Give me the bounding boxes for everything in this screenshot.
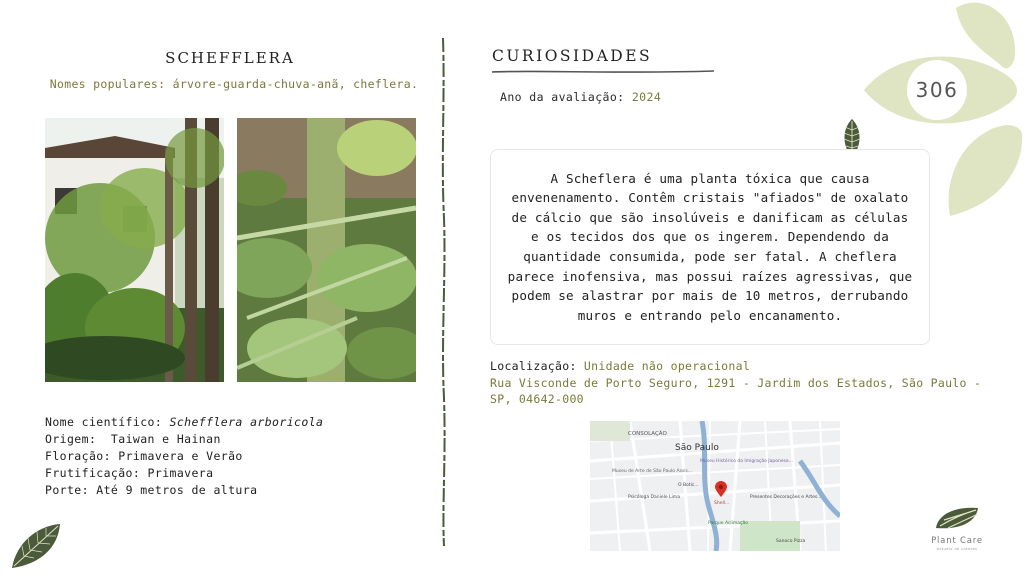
curiosity-card: [490, 149, 930, 345]
location-info: [490, 358, 990, 408]
heading-underline: [492, 68, 714, 76]
location-label: Localização:: [490, 359, 577, 373]
size-value: Até 9 metros de altura: [96, 483, 258, 497]
plant-photo-closeup: [237, 118, 416, 382]
brand-logo: [924, 504, 990, 551]
plant-name: SCHEFFLERA: [165, 49, 295, 67]
scientific-name-label: Nome científico:: [45, 415, 163, 429]
origin-label: Origem:: [45, 432, 97, 446]
map-label-poi-8: Sanoco Pizza: [776, 539, 806, 544]
plant-photo-garden: [45, 118, 224, 382]
fruiting-label: Frutificação:: [45, 466, 141, 480]
column-divider: [436, 38, 450, 546]
fruiting-value: Primavera: [147, 466, 214, 480]
location-status: Unidade não operacional: [583, 359, 751, 373]
map-label-poi-4: Psicóloga Daniele Lima: [628, 495, 680, 500]
brand-name: Plant Care: [931, 536, 983, 546]
plant-facts: [45, 414, 323, 499]
map-label-city: São Paulo: [675, 443, 719, 453]
flowering-row: [45, 448, 323, 465]
page-number: 306: [915, 78, 959, 102]
flowering-label: Floração:: [45, 449, 111, 463]
map-label-poi-5: Shell...: [714, 501, 730, 506]
map-pin-icon[interactable]: [715, 481, 727, 497]
origin-value: Taiwan e Hainan: [110, 432, 221, 446]
scientific-name-value: Schefflera arboricola: [169, 415, 324, 429]
evaluation-year: [500, 90, 661, 104]
brand-tagline: estudio de plantas: [936, 547, 978, 551]
curiosity-text: A Scheflera é uma planta tóxica que causa envenenamento. Contêm cristais "afiados" de oxalato de cálcio que são insolúveis e danificam as células e os tecidos dos que os ingerem. Dependendo da quantidade consumida, pode ser fatal. A cheflera parece inofensiva, mas possui raízes agressivas, que podem se alastrar por mais de 10 metros, derrubando muros e entrando pelo encanamento.: [507, 170, 913, 323]
map-label-poi-3: O Botic...: [678, 483, 699, 488]
size-row: [45, 482, 323, 499]
map-label-poi-1: Museu de Arte de São Paulo Assis...: [612, 469, 693, 474]
fruiting-row: [45, 465, 323, 482]
evaluation-year-label: Ano da avaliação:: [500, 90, 625, 104]
map-label-poi-2: Museu Histórico da Imigração Japonesa...: [700, 459, 793, 464]
map-label-district: CONSOLAÇÃO: [628, 431, 667, 437]
map-label-poi-6: Presentes Decorações e Artes...: [750, 495, 822, 500]
popular-names-label: Nomes populares:: [49, 77, 166, 91]
size-label: Porte:: [45, 483, 89, 497]
popular-names: [44, 77, 424, 91]
evaluation-year-value: 2024: [631, 90, 662, 104]
curiosities-heading: CURIOSIDADES: [492, 47, 653, 65]
location-address: Rua Visconde de Porto Seguro, 1291 - Jardim dos Estados, São Paulo - SP, 04642-000: [490, 375, 982, 406]
flowering-value: Primavera e Verão: [118, 449, 243, 463]
brand-leaf-icon: [932, 504, 982, 532]
scientific-name-row: [45, 414, 323, 431]
location-map[interactable]: [590, 421, 840, 551]
leaf-icon: [10, 522, 62, 570]
map-label-poi-7: Parque Aclimação: [708, 521, 749, 526]
origin-row: [45, 431, 323, 448]
popular-names-value: árvore-guarda-chuva-anã, cheflera.: [172, 77, 419, 91]
